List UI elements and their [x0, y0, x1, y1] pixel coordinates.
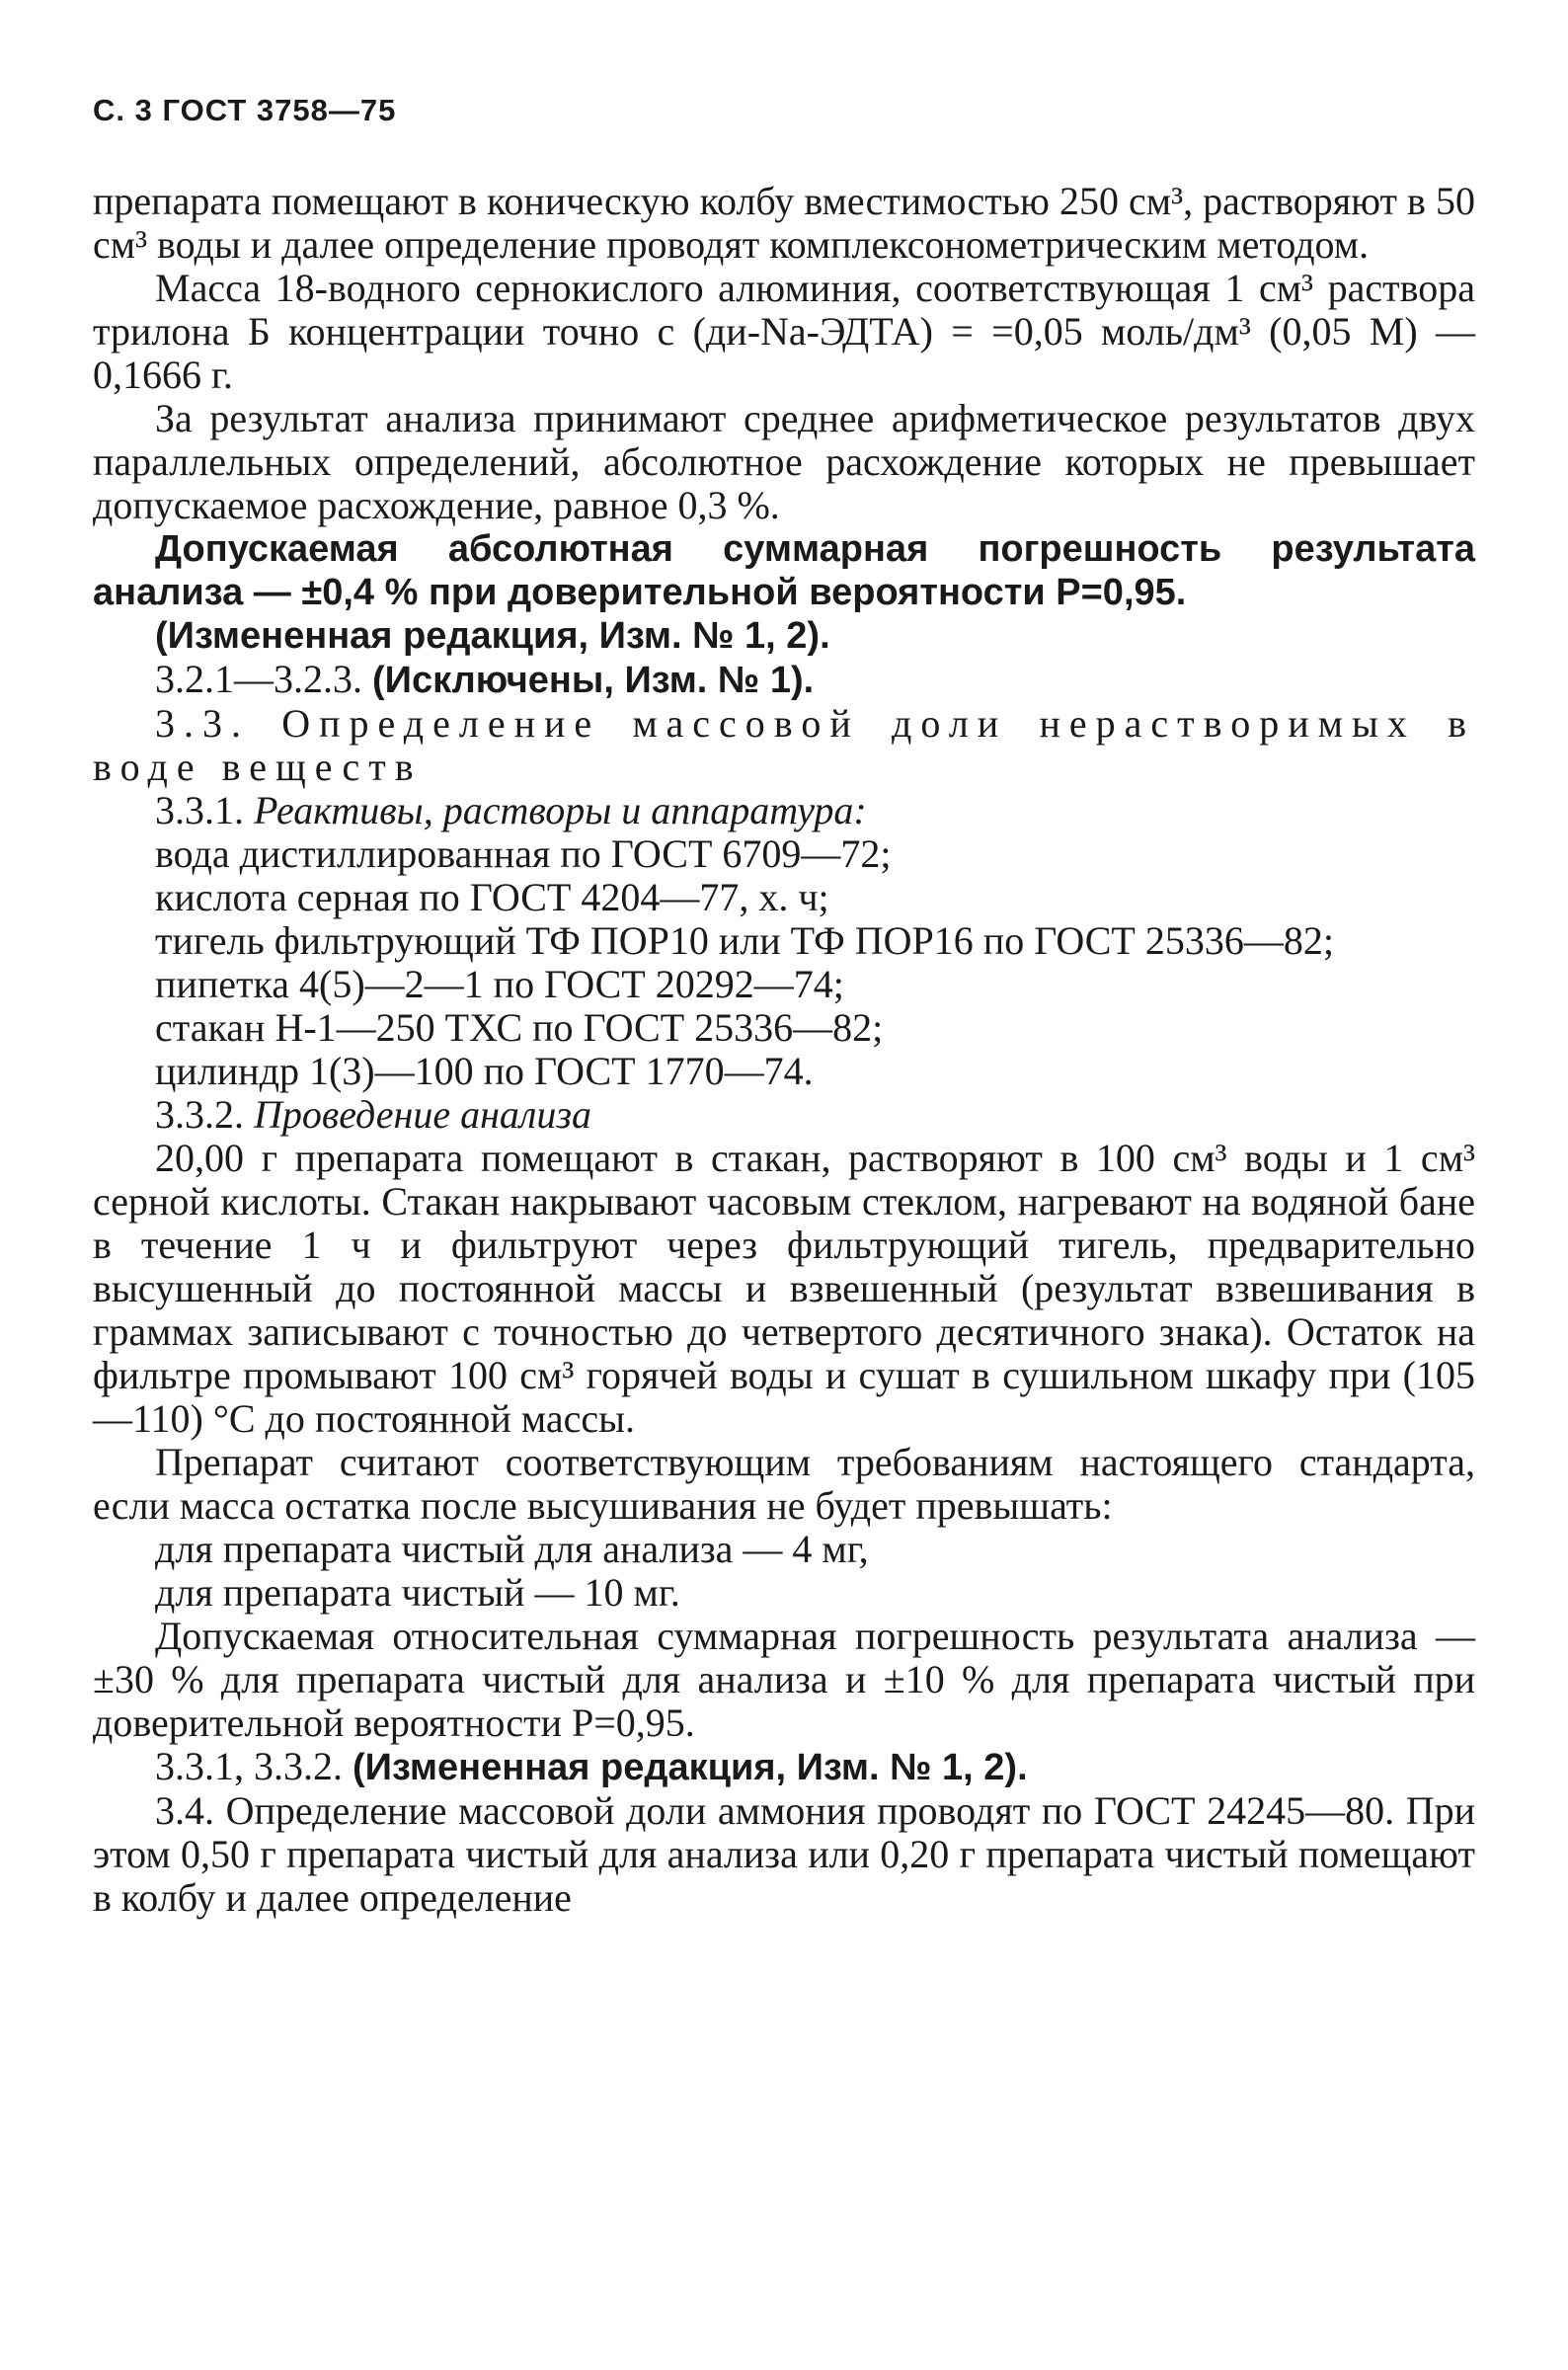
paragraph-ammonium: 3.4. Определение массовой доли аммония проводят по ГОСТ 24245—80. При этом 0,50 г препарата чистый для анализа или 0,20 г препарата чистый помещают в колбу и далее определение: [93, 1788, 1475, 1920]
amendment-note-2: [93, 1745, 1475, 1789]
excluded-clauses-note: (Исключены, Изм. № 1).: [372, 660, 815, 701]
reagent-item: тигель фильтрующий ТФ ПОР10 или ТФ ПОР16 по ГОСТ 25336—82;: [155, 918, 1334, 963]
paragraph-absolute-error: Допускаемая абсолютная суммарная погрешность результата анализа — ±0,4 % при доверительной вероятности P=0,95.: [93, 528, 1475, 613]
page-header: С. 3 ГОСТ 3758—75: [93, 93, 397, 127]
excluded-clauses-ref: 3.2.1—3.2.3.: [155, 657, 372, 701]
paragraph-continued: препарата помещают в коническую колбу вместимостью 250 см³, растворяют в 50 см³ воды и далее определение проводят комплексонометрическим методом.: [93, 179, 1475, 267]
reagent-item: пипетка 4(5)—2—1 по ГОСТ 20292—74;: [155, 962, 844, 1006]
section-3-3-1-number: 3.3.1.: [155, 788, 254, 832]
section-3-3-1-heading: [93, 789, 1475, 832]
reagent-item: стакан Н-1—250 ТХС по ГОСТ 25336—82;: [155, 1005, 884, 1050]
reagents-list: [93, 832, 1475, 1093]
section-3-3-1-title: Реактивы, растворы и аппаратура:: [254, 788, 867, 832]
paragraph-mass-aluminium-sulfate: Масса 18-водного сернокислого алюминия, соответствующая 1 см³ раствора трилона Б концентрации точно c (ди-Na-ЭДТА) = =0,05 моль/дм³ (0,05 М) — 0,1666 г.: [93, 266, 1475, 397]
section-3-3-2-title: Проведение анализа: [254, 1092, 591, 1137]
limits-list: [93, 1528, 1475, 1615]
section-3-3-2-heading: [93, 1093, 1475, 1137]
limit-item: для препарата чистый для анализа — 4 мг,: [155, 1527, 869, 1571]
reagent-item: вода дистиллированная по ГОСТ 6709—72;: [155, 831, 892, 876]
reagent-item: цилиндр 1(3)—100 по ГОСТ 1770—74.: [155, 1049, 814, 1093]
paragraph-compliance: Препарат считают соответствующим требованиям настоящего стандарта, если масса остатка после высушивания не будет превышать:: [93, 1440, 1475, 1528]
amendment-note-2-ref: 3.3.1, 3.3.2.: [155, 1744, 353, 1788]
document-page: [93, 91, 1475, 1920]
amendment-note-2-text: (Измененная редакция, Изм. № 1, 2).: [353, 1747, 1028, 1788]
section-3-3-2-number: 3.3.2.: [155, 1092, 254, 1137]
paragraph-procedure: 20,00 г препарата помещают в стакан, растворяют в 100 см³ воды и 1 см³ серной кислоты. Стакан накрывают часовым стеклом, нагревают на водяной бане в течение 1 ч и фильтруют через фильтрующий тигель, предварительно высушенный до постоянной массы и взвешенный (результат взвешивания в граммах записывают с точностью до четвертого десятичного знака). Остаток на фильтре промывают 100 см³ горячей воды и сушат в сушильном шкафу при (105—110) °С до постоянной массы.: [93, 1136, 1475, 1441]
amendment-note-1: (Измененная редакция, Изм. № 1, 2).: [155, 615, 830, 657]
reagent-item: кислота серная по ГОСТ 4204—77, х. ч;: [155, 875, 829, 919]
section-3-3-heading: 3.3. Определение массовой доли нерастворимых в воде веществ: [93, 701, 1475, 789]
limit-item: для препарата чистый — 10 мг.: [155, 1570, 680, 1615]
paragraph-analysis-result: За результат анализа принимают среднее арифметическое результатов двух параллельных определений, абсолютное расхождение которых не превышает допускаемое расхождение, равное 0,3 %.: [93, 396, 1475, 527]
excluded-clauses: [93, 658, 1475, 702]
paragraph-relative-error: Допускаемая относительная суммарная погрешность результата анализа — ±30 % для препарата чистый для анализа и ±10 % для препарата чистый при доверительной вероятности P=0,95.: [93, 1614, 1475, 1745]
